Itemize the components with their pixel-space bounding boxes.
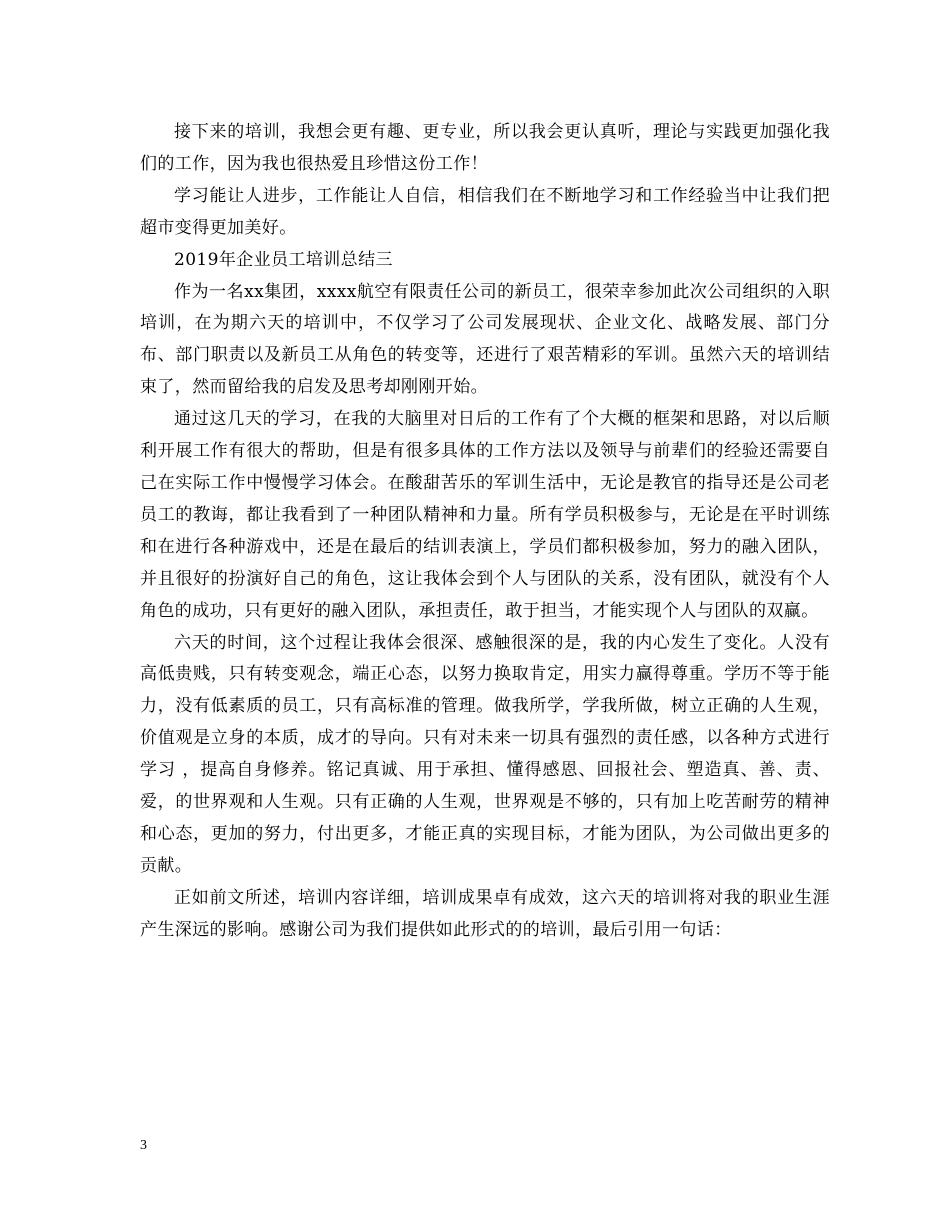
paragraph-learning-progress: 学习能让人进步，工作能让人自信，相信我们在不断地学习和工作经验当中让我们把超市变得更加美好。: [140, 185, 830, 238]
paragraph-mindset-change: 六天的时间，这个过程让我体会很深、感触很深的是，我的内心发生了变化。人没有高低贵贱，只有转变观念，端正心态，以努力换取肯定，用实力赢得尊重。学历不等于能力，没有低素质的员工，只有高标准的管理。做我所学，学我所做，树立正确的人生观，价值观是立身的本质，成才的导向。只有对未来一切具有强烈的责任感，以各种方式进行学习 ，提高自身修养。铭记真诚、用于承担、懂得感恩、回报社会、塑造真、善、责、爱，的世界观和人生观。只有正确的人生观，世界观是不够的，只有加上吃苦耐劳的精神和心态，更加的努力，付出更多，才能正真的实现目标，才能为团队，为公司做出更多的贡献。: [140, 632, 830, 876]
paragraph-conclusion: 正如前文所述，培训内容详细，培训成果卓有成效，这六天的培训将对我的职业生涯产生深远的影响。感谢公司为我们提供如此形式的的培训，最后引用一句话：: [140, 887, 830, 940]
section-heading: 2019年企业员工培训总结三: [174, 249, 393, 270]
paragraph-team-spirit: 通过这几天的学习，在我的大脑里对日后的工作有了个大概的框架和思路，对以后顺利开展工作有很大的帮助，但是有很多具体的工作方法以及领导与前辈们的经验还需要自己在实际工作中慢慢学习体会。在酸甜苦乐的军训生活中，无论是教官的指导还是公司老员工的教诲，都让我看到了一种团队精神和力量。所有学员积极参与，无论是在平时训练和在进行各种游戏中，还是在最后的结训表演上，学员们都积极参加，努力的融入团队，并且很好的扮演好自己的角色，这让我体会到个人与团队的关系，没有团队，就没有个人角色的成功，只有更好的融入团队，承担责任，敢于担当，才能实现个人与团队的双赢。: [140, 409, 830, 621]
paragraph-training-outlook: 接下来的培训，我想会更有趣、更专业，所以我会更认真听，理论与实践更加强化我们的工作，因为我也很热爱且珍惜这份工作！: [140, 122, 830, 174]
page-number: 3: [140, 1138, 147, 1153]
document-body: [140, 117, 830, 947]
paragraph-introduction: 作为一名xx集团，xxxx航空有限责任公司的新员工，很荣幸参加此次公司组织的入职培训，在为期六天的培训中，不仅学习了公司发展现状、企业文化、战略发展、部门分布、部门职责以及新员工从角色的转变等，还进行了艰苦精彩的军训。虽然六天的培训结束了，然而留给我的启发及思考却刚刚开始。: [140, 281, 830, 398]
